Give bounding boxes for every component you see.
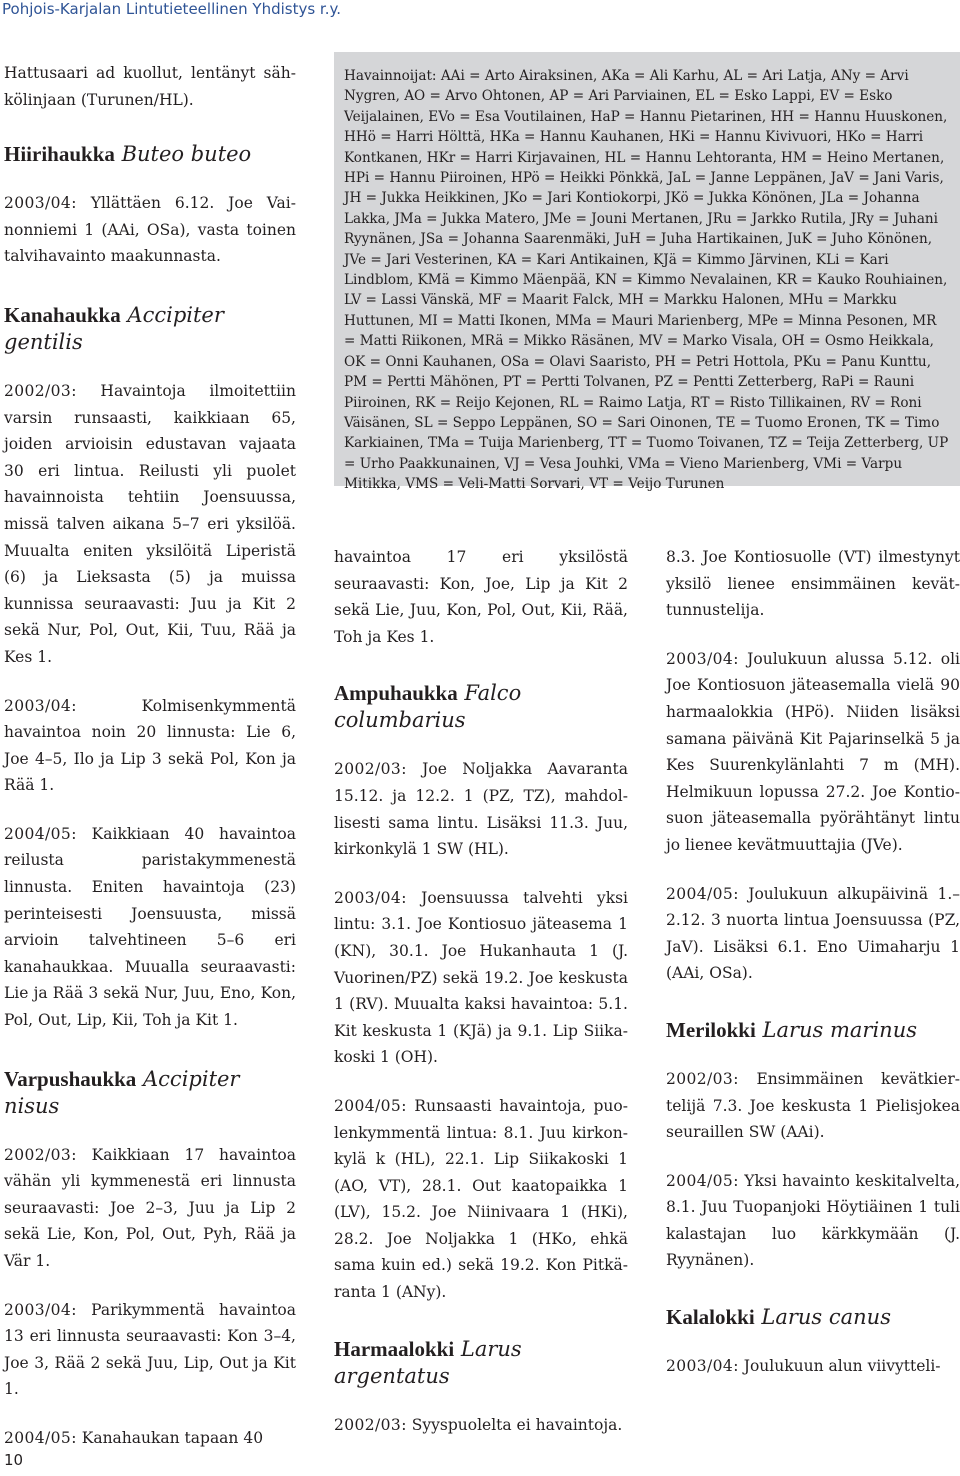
period-label: 2002/03: xyxy=(4,1145,77,1164)
intro-paragraph: Hattusaari ad kuollut, lentänyt sähkölinjaan (Turunen/HL). xyxy=(4,64,296,109)
species-heading-hiirihaukka xyxy=(4,141,296,168)
period-label: 2003/04: xyxy=(4,1300,77,1319)
species-name-latin: Buteo buteo xyxy=(121,142,252,167)
species-heading-harmaalokki xyxy=(334,1336,628,1390)
species-name-fi: Merilokki xyxy=(666,1017,756,1042)
observation-text: Yksi havainto keskitalvelta, 8.1. Juu Tuopanjoki Höytiäinen 1 tuli kalastajan luo kärkkymään (J. Ryynänen). xyxy=(666,1171,960,1270)
species-name-fi: Hiirihaukka xyxy=(4,142,115,167)
observation-text: Kanahaukan tapaan 40 xyxy=(76,1428,264,1447)
observation-paragraph xyxy=(334,1093,628,1306)
observation-text: Runsaasti havaintoja, puolenkymmentä lintua: 8.1. Juu kirkonkylä k (HL), 22.1. Lip Siikakoski 1 (AO, VT), 28.1. Out kaatopaikka 1 (LV), 15.2. Joe Niinivaara 1 (HKi), 28.2. Joe Noljakka 1 (HKo, ehkä sama kuin ed.) sekä 19.2. Kon Pitkäranta 1 (ANy). xyxy=(334,1096,628,1302)
observation-text: Joe Noljakka Aavaranta 15.12. ja 12.2. 1 (PZ, TZ), mahdollisesti sama lintu. Lisäksi 11.3. Juu, kirkonkylä 1 SW (HL). xyxy=(334,760,628,859)
observers-box xyxy=(334,52,960,493)
species-name-fi: Varpushaukka xyxy=(4,1066,137,1091)
right-column xyxy=(666,544,960,1402)
observation-paragraph xyxy=(4,1142,296,1275)
species-name-latin: Accipiter gentilis xyxy=(4,302,224,354)
running-header: Pohjois-Karjalan Lintutieteellinen Yhdistys r.y. xyxy=(2,0,341,18)
period-label: 2002/03: xyxy=(334,1415,407,1434)
observation-paragraph xyxy=(4,1297,296,1403)
observation-paragraph xyxy=(4,190,296,270)
species-name-fi: Kalalokki xyxy=(666,1305,755,1330)
observation-text: Parikymmentä havaintoa 13 eri linnusta seuraavasti: Kon 3–4, Joe 3, Rää 2 sekä Juu, Lip, Out ja Kit 1. xyxy=(4,1300,296,1399)
period-label: 2003/04: xyxy=(4,194,77,213)
observation-text: Yllättäen 6.12. Joe Vainonniemi 1 (AAi, OSa), vasta toinen talvihavainto maakunnasta. xyxy=(4,194,296,266)
continuation-paragraph: 8.3. Joe Kontiosuolle (VT) ilmestynyt yksilö lienee ensimmäinen kevättunnustelija. xyxy=(666,548,960,620)
species-name-latin: Larus canus xyxy=(761,1305,891,1330)
observation-text: Kaikkiaan 17 havaintoa vähän yli kymmenestä eri linnusta seuraavasti: Joe 2–3, Juu ja Lip 2 sekä Lie, Kon, Pol, Out, Pyh, Rää ja Vär 1. xyxy=(4,1145,296,1270)
period-label: 2004/05: xyxy=(666,884,739,903)
observation-paragraph xyxy=(334,756,628,862)
species-name-fi: Ampuhaukka xyxy=(334,681,458,706)
observation-paragraph xyxy=(666,1066,960,1146)
observation-text: Syyspuolelta ei havaintoja. xyxy=(406,1415,623,1434)
period-label: 2003/04: xyxy=(4,696,77,715)
page-number: 10 xyxy=(4,1451,24,1469)
period-label: 2003/04: xyxy=(334,888,407,907)
observation-text: Kaikkiaan 40 havaintoa reilusta paristakymmenestä linnusta. Eniten havaintoja (23) perinteisesti Joensuusta, missä arvioin talvehtineen 5–6 eri kanahaukkaa. Muualla seuraavasti: Lie ja Rää 3 sekä Nur, Juu, Eno, Kon, Pol, Out, Lip, Kii, Toh ja Kit 1. xyxy=(4,824,296,1030)
period-label: 2004/05: xyxy=(4,824,77,843)
species-heading-merilokki xyxy=(666,1017,960,1044)
period-label: 2004/05: xyxy=(666,1171,739,1190)
species-name-latin: Falco columbarius xyxy=(334,681,522,733)
period-label: 2004/05: xyxy=(4,1428,77,1447)
observation-text: Joulukuun alussa 5.12. oli Joe Kontiosuon jäteasemalla vielä 90 harmaalokkia (HPö). Niiden lisäksi samana päivänä Kit Pajarinselkä 5 ja Kes Suurenkylänlahti 7 m (MH). Helmikuun lopussa 27.2. Joe Kontiosuon jäteasemalla pyörähtänyt lintu jo lienee kevätmuuttajia (JVe). xyxy=(666,649,960,854)
species-heading-kalalokki xyxy=(666,1304,960,1331)
period-label: 2002/03: xyxy=(4,381,77,400)
observation-paragraph xyxy=(334,1412,628,1439)
observation-paragraph xyxy=(4,378,296,671)
observation-text: Joulukuun alkupäivinä 1.–2.12. 3 nuorta lintua Joensuussa (PZ, JaV). Lisäksi 6.1. Eno Uimaharju 1 (AAi, OSa). xyxy=(666,884,960,983)
species-heading-ampuhaukka xyxy=(334,680,628,734)
species-name-latin: Larus marinus xyxy=(762,1017,918,1042)
period-label: 2003/04: xyxy=(666,1357,739,1376)
period-label: 2002/03: xyxy=(666,1069,739,1088)
species-name-fi: Kanahaukka xyxy=(4,302,121,327)
left-column xyxy=(4,60,296,1474)
observation-text: Kolmisenkymmentä havaintoa noin 20 linnusta: Lie 6, Joe 4–5, Ilo ja Lip 3 sekä Pol, Kon ja Rää 1. xyxy=(4,696,296,795)
species-heading-kanahaukka xyxy=(4,302,296,356)
observation-paragraph xyxy=(4,821,296,1034)
species-name-latin: Accipiter nisus xyxy=(4,1066,240,1118)
period-label: 2003/04: xyxy=(666,649,739,668)
species-heading-varpushaukka xyxy=(4,1066,296,1120)
observation-text: Havaintoja ilmoitettiin varsin runsaasti, kaikkiaan 65, joiden arvioisin edustavan vajaata 30 eri lintua. Reilusti yli puolet havainnoista tehtiin Joensuussa, missä talven aikana 5–7 eri yksilöä. Muualta eniten yksilöitä Liperistä (6) ja Lieksasta (5) ja muissa kunnissa seuraavasti: Juu ja Kit 2 sekä Nur, Pol, Out, Kii, Tuu, Rää ja Kes 1. xyxy=(4,381,296,666)
observation-paragraph xyxy=(666,1353,960,1380)
species-name-latin: Larus argentatus xyxy=(334,1336,522,1388)
observation-text: Joulukuun alun viivytteli- xyxy=(738,1357,941,1376)
observation-paragraph xyxy=(4,1425,296,1452)
observation-paragraph xyxy=(666,646,960,859)
observation-paragraph xyxy=(334,885,628,1071)
middle-column xyxy=(334,544,628,1460)
observers-list: Havainnoijat: AAi = Arto Airaksinen, AKa = Ali Karhu, AL = Ari Latja, ANy = Arvi Nygren, AO = Arvo Ohtonen, AP = Ari Parviainen, EL = Esko Lappi, EV = Esko Veijalainen, EVo = Esa Voutilainen, HaP = Hannu Pietarinen, HH = Hannu Huuskonen, HHö = Harri Hölttä, HKa = Hannu Kauhanen, HKi = Hannu Kivivuori, HKo = Harri Kontkanen, HKr = Harri Kirjavainen, HL = Hannu Lehtoranta, HM = Heino Mertanen, HPi = Hannu Piiroinen, HPö = Heikki Pönkkä, JaL = Janne Leppänen, JaV = Jani Varis, JH = Jukka Heikkinen, JKo = Jari Kontiokorpi, JKö = Jukka Könönen, JLa = Johanna Lakka, JMa = Jukka Matero, JMe = Jouni Mertanen, JRu = Jarkko Rutila, JRy = Juhani Ryynänen, JSa = Johanna Saarenmäki, JuH = Juha Hartikainen, JuK = Juho Könönen, JVe = Jari Vesterinen, KA = Kari Antikainen, KJä = Kimmo Järvinen, KLi = Kari Lindblom, KMä = Kimmo Mäenpää, KN = Kimmo Nevalainen, KR = Kauko Rouhiainen, LV = Lassi Vänskä, MF = Maarit Falck, MH = Markku Halonen, MHu = Markku Huttunen, MI = Matti Ikonen, MMa = Mauri Marienberg, MPe = Minna Pesonen, MR = Matti Riikonen, MRä = Mikko Räsänen, MV = Marko Visala, OH = Osmo Heikkala, OK = Onni Kauhanen, OSa = Olavi Saaristo, PH = Petri Hottola, PKu = Panu Kunttu, PM = Pertti Mähönen, PT = Pertti Tolvanen, PZ = Pentti Zetterberg, RaPi = Rauni Piiroinen, RK = Reijo Kejonen, RL = Raimo Latja, RT = Risto Tillikainen, RV = Roni Väisänen, SL = Seppo Leppänen, SO = Sari Oinonen, TE = Tuomo Eronen, TK = Timo Karkiainen, TMa = Tuija Marienberg, TT = Tuomo Toivanen, TZ = Teija Zetterberg, UP = Urho Paakkunainen, VJ = Vesa Jouhki, VMa = Vieno Marienberg, VMi = Varpu Mitikka, VMS = Veli-Matti Sorvari, VT = Veijo Turunen xyxy=(344,68,949,493)
observation-text: Ensimmäinen kevätkiertelijä 7.3. Joe keskusta 1 Pielisjokea seuraillen SW (AAi). xyxy=(666,1069,960,1142)
continuation-paragraph: havaintoa 17 eri yksilöstä seuraavasti: Kon, Joe, Lip ja Kit 2 sekä Lie, Juu, Kon, Pol, Out, Kii, Rää, Toh ja Kes 1. xyxy=(334,548,628,646)
species-name-fi: Harmaalokki xyxy=(334,1336,455,1361)
period-label: 2004/05: xyxy=(334,1096,407,1115)
period-label: 2002/03: xyxy=(334,760,407,779)
observation-paragraph xyxy=(666,1168,960,1274)
observation-paragraph xyxy=(4,693,296,799)
observation-text: Joensuussa talvehti yksi lintu: 3.1. Joe Kontiosuo jäteasema 1 (KN), 30.1. Joe Hukanhauta 1 (J. Vuorinen/PZ) sekä 19.2. Joe keskusta 1 (RV). Muualta kaksi havaintoa: 5.1. Kit keskusta 1 (KJä) ja 9.1. Lip Siikakoski 1 (OH). xyxy=(334,888,628,1067)
observation-paragraph xyxy=(666,881,960,987)
